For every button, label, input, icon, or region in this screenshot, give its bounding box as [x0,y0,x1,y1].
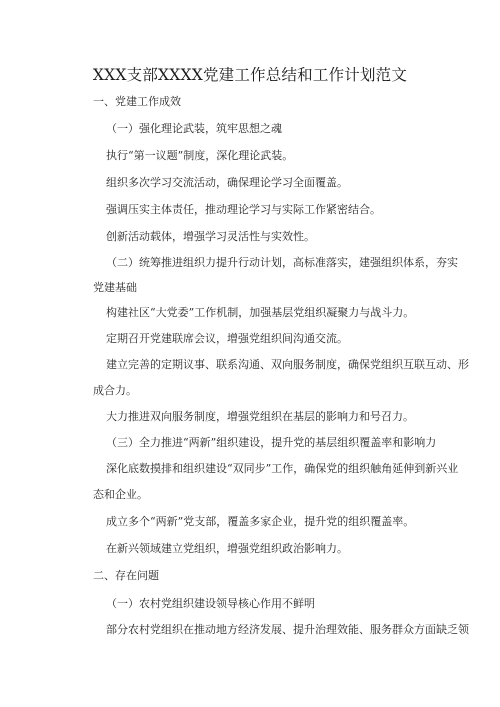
paragraph-line: 强调压实主体责任，推动理论学习与实际工作紧密结合。 [106,203,381,216]
subsection-heading-continuation: 党建基础 [93,281,137,294]
section-heading-achievements: 一、党建工作成效 [93,95,181,108]
subsection-heading-two-new: （三）全力推进“两新”组织建设，提升党的基层组织覆盖率和影响力 [106,436,437,449]
subsection-heading-rural: （一）农村党组织建设领导核心作用不鲜明 [106,597,315,610]
paragraph-line: 在新兴领域建立党组织，增强党组织政治影响力。 [106,542,348,555]
paragraph-line: 定期召开党建联席会议，增强党组织间沟通交流。 [106,332,348,345]
paragraph-line-continuation: 态和企业。 [93,488,148,501]
paragraph-line-continuation: 成合力。 [93,384,137,397]
paragraph-line: 创新活动载体，增强学习灵活性与实效性。 [106,230,315,243]
subsection-heading-theory: （一）强化理论武装，筑牢思想之魂 [106,122,282,135]
paragraph-line: 组织多次学习交流活动，确保理论学习全面覆盖。 [106,176,348,189]
paragraph-line: 执行“第一议题”制度，深化理论武装。 [106,149,294,162]
paragraph-line: 构建社区“大党委”工作机制，加强基层党组织凝聚力与战斗力。 [106,306,415,319]
paragraph-line: 深化底数摸排和组织建设“双同步”工作，确保党的组织触角延伸到新兴业 [106,462,459,475]
subsection-heading-organization: （二）统筹推进组织力提升行动计划，高标准落实，建强组织体系，夯实 [106,256,458,269]
paragraph-line: 大力推进双向服务制度，增强党组织在基层的影响力和号召力。 [106,410,414,423]
paragraph-line: 成立多个“两新”党支部，覆盖多家企业，提升党的组织覆盖率。 [106,515,415,528]
document-title: XXX支部XXXX党建工作总结和工作计划范文 [92,66,408,84]
paragraph-line: 建立完善的定期议事、联系沟通、双向服务制度，确保党组织互联互动、形 [106,358,469,371]
section-heading-problems: 二、存在问题 [93,569,159,582]
paragraph-line: 部分农村党组织在推动地方经济发展、提升治理效能、服务群众方面缺乏领 [106,623,469,636]
